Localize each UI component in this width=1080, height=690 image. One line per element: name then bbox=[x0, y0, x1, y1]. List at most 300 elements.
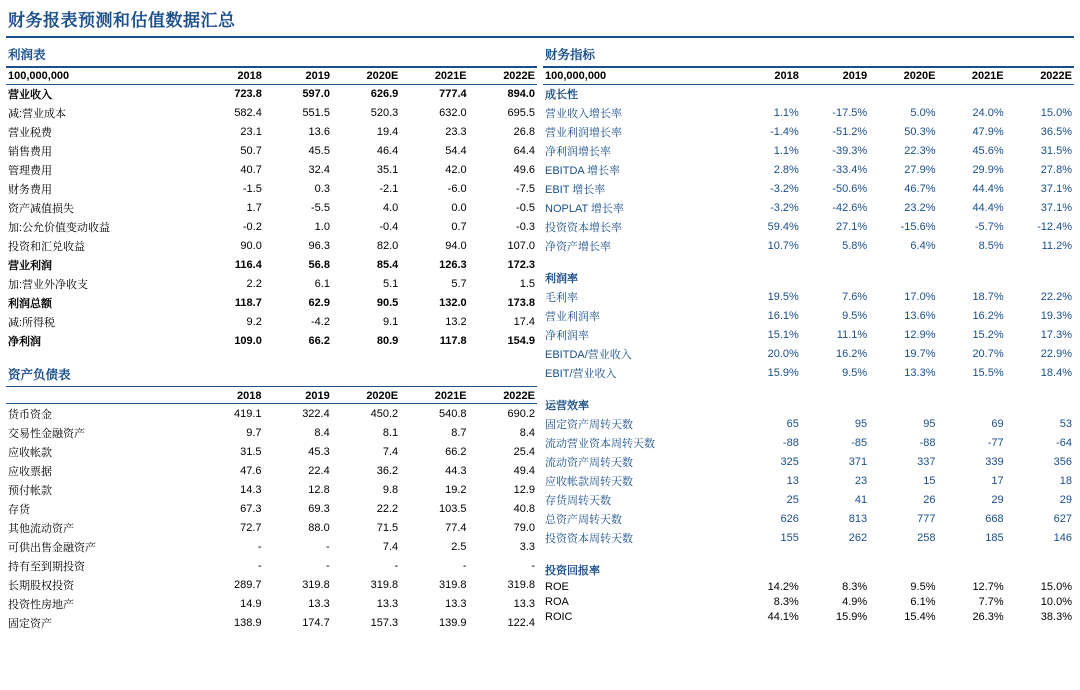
col-year-3: 2021E bbox=[400, 69, 468, 85]
table-row bbox=[6, 556, 537, 575]
row-label: 长期股权投资 bbox=[8, 579, 74, 592]
cell: -88 bbox=[782, 437, 799, 449]
cell: -3.2% bbox=[770, 183, 799, 195]
table-row bbox=[543, 364, 1074, 383]
cell: 4.9% bbox=[842, 596, 868, 608]
cell: -0.5 bbox=[516, 202, 535, 214]
page-title: 财务报表预测和估值数据汇总 bbox=[8, 11, 236, 30]
section-divider-indicators bbox=[543, 66, 1074, 68]
cell: 109.0 bbox=[234, 335, 262, 347]
table-header-row bbox=[6, 69, 537, 85]
group-title: 运营效率 bbox=[545, 400, 589, 412]
group-header-returns bbox=[543, 561, 1074, 580]
cell: 12.7% bbox=[972, 581, 1004, 593]
cell: 17 bbox=[991, 475, 1004, 487]
cell: 0.7 bbox=[451, 221, 467, 233]
table-row bbox=[543, 199, 1074, 218]
cell: 32.4 bbox=[308, 164, 330, 176]
cell: 35.1 bbox=[376, 164, 399, 176]
cell: 16.2% bbox=[835, 348, 868, 360]
table-row bbox=[543, 415, 1074, 434]
cell: 19.3% bbox=[1040, 310, 1072, 322]
table-row bbox=[6, 313, 537, 332]
cell: 7.6% bbox=[842, 291, 868, 303]
cell: 50.7 bbox=[240, 145, 262, 157]
table-row bbox=[543, 510, 1074, 529]
cell: -1.4% bbox=[770, 126, 799, 138]
cell: -51.2% bbox=[832, 126, 868, 138]
table-row bbox=[6, 537, 537, 556]
cell: 94.0 bbox=[445, 240, 467, 252]
cell: 26 bbox=[923, 494, 936, 506]
row-label: ROA bbox=[545, 596, 569, 608]
cell: 50.3% bbox=[904, 126, 936, 138]
cell: 723.8 bbox=[234, 88, 262, 100]
cell: 15.4% bbox=[904, 611, 936, 623]
cell: 85.4 bbox=[376, 259, 399, 271]
row-label: EBITDA 增长率 bbox=[545, 165, 621, 177]
cell: 7.4 bbox=[382, 445, 399, 458]
cell: 813 bbox=[848, 513, 868, 525]
cell: 40.7 bbox=[240, 164, 262, 176]
units-label bbox=[6, 388, 195, 404]
cell: 174.7 bbox=[302, 616, 330, 629]
table-row bbox=[6, 518, 537, 537]
cell: 325 bbox=[780, 456, 799, 468]
row-label: 流动资产周转天数 bbox=[545, 457, 633, 469]
cell: 71.5 bbox=[376, 521, 399, 534]
row-label: EBIT 增长率 bbox=[545, 184, 606, 196]
cell: 80.9 bbox=[376, 335, 399, 347]
row-label: 净资产增长率 bbox=[545, 241, 611, 253]
table-row bbox=[6, 575, 537, 594]
cell: 79.0 bbox=[513, 521, 535, 534]
cell: 777 bbox=[917, 513, 936, 525]
cell: 12.8 bbox=[308, 483, 330, 496]
table-row bbox=[543, 434, 1074, 453]
section-title-financial-indicators: 财务指标 bbox=[545, 48, 596, 62]
table-row bbox=[543, 142, 1074, 161]
cell: 173.8 bbox=[507, 297, 535, 309]
cell: 24.0% bbox=[972, 107, 1004, 119]
cell: 13.6 bbox=[308, 126, 330, 138]
cell: 8.1 bbox=[382, 426, 399, 439]
row-label: EBIT/营业收入 bbox=[545, 368, 617, 380]
table-row bbox=[6, 84, 537, 104]
cell: - bbox=[257, 540, 262, 553]
cell: 597.0 bbox=[302, 88, 330, 100]
cell: -50.6% bbox=[832, 183, 868, 195]
cell: - bbox=[326, 540, 330, 553]
table-row bbox=[6, 123, 537, 142]
cell: 69 bbox=[991, 418, 1004, 430]
cell: 690.2 bbox=[507, 407, 535, 420]
row-label: ROIC bbox=[545, 611, 573, 623]
cell: 356 bbox=[1053, 456, 1072, 468]
cell: -77 bbox=[987, 437, 1004, 449]
cell: -39.3% bbox=[832, 145, 868, 157]
cell: 18.7% bbox=[972, 291, 1004, 303]
cell: 49.4 bbox=[513, 464, 535, 477]
cell: 103.5 bbox=[439, 502, 467, 515]
table-row bbox=[6, 613, 537, 632]
row-label: 货币资金 bbox=[8, 408, 52, 421]
cell: 9.8 bbox=[382, 483, 399, 496]
row-label: 营业利润 bbox=[8, 260, 52, 272]
cell: 15.9% bbox=[767, 367, 799, 379]
cell: 69.3 bbox=[308, 502, 330, 515]
row-label: 应收票据 bbox=[8, 465, 52, 478]
row-label: 净利润增长率 bbox=[545, 146, 611, 158]
cell: 107.0 bbox=[507, 240, 535, 252]
cell: 37.1% bbox=[1040, 202, 1072, 214]
cell: 0.0 bbox=[451, 202, 467, 214]
cell: 7.7% bbox=[978, 596, 1004, 608]
cell: 15.0% bbox=[1040, 581, 1072, 593]
row-label: NOPLAT 增长率 bbox=[545, 203, 625, 215]
cell: - bbox=[326, 559, 330, 572]
group-title: 投资回报率 bbox=[545, 565, 600, 577]
table-row bbox=[543, 218, 1074, 237]
cell: 777.4 bbox=[439, 88, 467, 100]
cell: 371 bbox=[848, 456, 868, 468]
cell: 53 bbox=[1059, 418, 1072, 430]
cell: 59.4% bbox=[767, 221, 799, 233]
cell: -7.5 bbox=[516, 183, 535, 195]
row-label: 存货周转天数 bbox=[545, 495, 611, 507]
cell: 37.1% bbox=[1040, 183, 1072, 195]
row-label: 加:公允价值变动收益 bbox=[8, 222, 111, 234]
cell: 126.3 bbox=[439, 259, 467, 271]
cell: 95 bbox=[923, 418, 936, 430]
row-label: 资产减值损失 bbox=[8, 203, 74, 215]
cell: -1.5 bbox=[242, 183, 262, 195]
units-label: 100,000,000 bbox=[6, 69, 196, 85]
cell: 44.3 bbox=[445, 464, 467, 477]
col-year-0: 2018 bbox=[196, 69, 264, 85]
group-header-growth bbox=[543, 84, 1074, 104]
cell: 6.1% bbox=[910, 596, 936, 608]
cell: 13.3 bbox=[376, 597, 399, 610]
cell: 139.9 bbox=[439, 616, 467, 629]
cell: - bbox=[462, 559, 467, 572]
cell: 5.7 bbox=[451, 278, 467, 290]
row-label: 销售费用 bbox=[8, 146, 52, 158]
cell: 17.3% bbox=[1040, 329, 1072, 341]
row-label: 其他流动资产 bbox=[8, 522, 74, 535]
table-row bbox=[543, 180, 1074, 199]
cell: 26.3% bbox=[972, 611, 1004, 623]
cell: 626.9 bbox=[370, 88, 399, 100]
cell: 13.3% bbox=[904, 367, 936, 379]
cell: 894.0 bbox=[507, 88, 535, 100]
cell: 64.4 bbox=[513, 145, 535, 157]
cell: 47.6 bbox=[240, 464, 262, 477]
cell: -42.6% bbox=[832, 202, 868, 214]
cell: 14.3 bbox=[240, 483, 262, 496]
cell: 29 bbox=[991, 494, 1004, 506]
cell: - bbox=[394, 559, 399, 572]
table-row bbox=[6, 104, 537, 123]
cell: 8.4 bbox=[519, 426, 535, 439]
cell: 44.1% bbox=[767, 611, 799, 623]
cell: 44.4% bbox=[972, 183, 1004, 195]
right-column bbox=[543, 38, 1074, 632]
row-label: 营业利润增长率 bbox=[545, 127, 622, 139]
col-year-2: 2020E bbox=[332, 388, 400, 404]
section-divider-income bbox=[6, 66, 537, 68]
cell: 132.0 bbox=[439, 297, 467, 309]
spacer-row bbox=[543, 256, 1074, 269]
cell: 27.1% bbox=[835, 221, 868, 233]
table-row bbox=[543, 307, 1074, 326]
row-label: 净利润率 bbox=[545, 330, 589, 342]
cell: 185 bbox=[985, 532, 1004, 544]
group-header-efficiency bbox=[543, 396, 1074, 415]
cell: 8.4 bbox=[314, 426, 330, 439]
group-header-margins bbox=[543, 269, 1074, 288]
cell: 26.8 bbox=[513, 126, 535, 138]
cell: 54.4 bbox=[445, 145, 467, 157]
cell: 6.1 bbox=[314, 278, 330, 290]
col-year-1: 2019 bbox=[801, 69, 869, 85]
cell: 62.9 bbox=[308, 297, 330, 309]
table-row bbox=[543, 595, 1074, 610]
cell: 258 bbox=[917, 532, 936, 544]
group-title: 成长性 bbox=[545, 89, 578, 101]
table-row bbox=[6, 404, 537, 424]
cell: 20.0% bbox=[767, 348, 799, 360]
cell: 172.3 bbox=[507, 259, 535, 271]
cell: 155 bbox=[780, 532, 799, 544]
table-row bbox=[543, 104, 1074, 123]
row-label: 应收帐款周转天数 bbox=[545, 476, 633, 488]
cell: - bbox=[257, 559, 262, 572]
cell: 15.2% bbox=[972, 329, 1004, 341]
spacer-row bbox=[543, 548, 1074, 561]
row-label: 可供出售金融资产 bbox=[8, 541, 96, 554]
row-label: 投资资本周转天数 bbox=[545, 533, 633, 545]
table-row bbox=[543, 610, 1074, 625]
cell: 66.2 bbox=[308, 335, 330, 347]
left-column bbox=[6, 38, 537, 632]
row-label: 流动营业资本周转天数 bbox=[545, 438, 655, 450]
cell: 154.9 bbox=[507, 335, 535, 347]
columns-container bbox=[0, 38, 1080, 632]
cell: 138.9 bbox=[233, 616, 262, 629]
cell: 6.4% bbox=[910, 240, 936, 252]
cell: 9.2 bbox=[246, 316, 262, 328]
cell: 41 bbox=[854, 494, 868, 506]
cell: 10.7% bbox=[767, 240, 799, 252]
cell: 11.1% bbox=[836, 329, 868, 341]
cell: 627 bbox=[1053, 513, 1072, 525]
cell: -0.4 bbox=[379, 221, 399, 233]
cell: 9.5% bbox=[842, 367, 868, 379]
row-label: 减:所得税 bbox=[8, 317, 56, 329]
cell: 16.1% bbox=[767, 310, 799, 322]
cell: 1.5 bbox=[519, 278, 535, 290]
cell: 22.4 bbox=[308, 464, 330, 477]
cell: 25.4 bbox=[513, 445, 535, 458]
table-row bbox=[543, 237, 1074, 256]
row-label: 投资资本增长率 bbox=[545, 222, 622, 234]
cell: 23.1 bbox=[240, 126, 262, 138]
cell: 22.2% bbox=[1040, 291, 1072, 303]
row-label: 营业收入增长率 bbox=[545, 108, 622, 120]
cell: -4.2 bbox=[311, 316, 330, 328]
cell: 520.3 bbox=[370, 107, 399, 119]
cell: 40.8 bbox=[513, 502, 535, 515]
table-header-row bbox=[6, 388, 537, 404]
cell: 5.8% bbox=[842, 240, 868, 252]
table-row bbox=[6, 237, 537, 256]
col-year-1: 2019 bbox=[264, 388, 332, 404]
cell: -5.7% bbox=[974, 221, 1004, 233]
cell: 668 bbox=[985, 513, 1004, 525]
row-label: 投资性房地产 bbox=[8, 598, 74, 611]
table-row bbox=[543, 161, 1074, 180]
row-label: 财务费用 bbox=[8, 184, 52, 196]
row-label: 营业税费 bbox=[8, 127, 52, 139]
cell: 14.9 bbox=[240, 597, 262, 610]
row-label: ROE bbox=[545, 581, 569, 593]
cell: 450.2 bbox=[370, 407, 399, 420]
cell: 95 bbox=[854, 418, 868, 430]
cell: 47.9% bbox=[972, 126, 1004, 138]
cell: 262 bbox=[848, 532, 868, 544]
cell: 8.7 bbox=[451, 426, 467, 439]
col-year-0: 2018 bbox=[195, 388, 263, 404]
cell: 82.0 bbox=[376, 240, 399, 252]
cell: 29 bbox=[1059, 494, 1072, 506]
cell: -15.6% bbox=[900, 221, 936, 233]
cell: 90.5 bbox=[376, 297, 399, 309]
row-label: 毛利率 bbox=[545, 292, 578, 304]
cell: -5.5 bbox=[311, 202, 330, 214]
cell: 56.8 bbox=[308, 259, 330, 271]
cell: 19.5% bbox=[767, 291, 799, 303]
table-row bbox=[543, 288, 1074, 307]
financial-indicators-table bbox=[543, 69, 1074, 625]
row-label: 营业利润率 bbox=[545, 311, 600, 323]
table-row bbox=[6, 180, 537, 199]
row-label: EBITDA/营业收入 bbox=[545, 349, 632, 361]
cell: 45.6% bbox=[972, 145, 1004, 157]
income-statement-table bbox=[6, 69, 537, 351]
row-label: 管理费用 bbox=[8, 165, 52, 177]
cell: 45.3 bbox=[308, 445, 330, 458]
cell: 38.3% bbox=[1040, 611, 1072, 623]
row-label: 减:营业成本 bbox=[8, 108, 67, 120]
cell: 9.1 bbox=[383, 316, 399, 328]
cell: -88 bbox=[919, 437, 936, 449]
col-year-1: 2019 bbox=[264, 69, 332, 85]
cell: 14.2% bbox=[767, 581, 799, 593]
col-year-2: 2020E bbox=[869, 69, 937, 85]
cell: 31.5 bbox=[240, 445, 262, 458]
row-label: 固定资产 bbox=[8, 617, 52, 630]
col-year-3: 2021E bbox=[400, 388, 468, 404]
cell: 42.0 bbox=[445, 164, 467, 176]
section-title-balance-sheet: 资产负债表 bbox=[8, 367, 71, 382]
cell: 8.3% bbox=[842, 581, 868, 593]
cell: 46.7% bbox=[904, 183, 936, 195]
cell: 339 bbox=[985, 456, 1004, 468]
cell: 157.3 bbox=[370, 616, 399, 629]
table-header-row bbox=[543, 69, 1074, 85]
cell: 45.5 bbox=[308, 145, 330, 157]
cell: 49.6 bbox=[513, 164, 535, 176]
table-row bbox=[6, 499, 537, 518]
cell: 15.1% bbox=[767, 329, 799, 341]
cell: 29.9% bbox=[972, 164, 1004, 176]
cell: 1.1% bbox=[773, 107, 799, 119]
cell: 289.7 bbox=[233, 578, 262, 591]
col-year-2: 2020E bbox=[332, 69, 400, 85]
cell: 5.0% bbox=[910, 107, 936, 119]
cell: 22.3% bbox=[904, 145, 936, 157]
section-title-income-statement: 利润表 bbox=[8, 48, 46, 62]
cell: 551.5 bbox=[302, 107, 330, 119]
cell: 31.5% bbox=[1040, 145, 1072, 157]
cell: 15 bbox=[923, 475, 936, 487]
table-row bbox=[6, 199, 537, 218]
cell: 117.8 bbox=[439, 335, 467, 347]
cell: 2.2 bbox=[246, 278, 262, 290]
cell: 67.3 bbox=[240, 502, 262, 515]
cell: 322.4 bbox=[302, 407, 330, 420]
cell: 17.4 bbox=[513, 316, 535, 328]
table-row bbox=[6, 480, 537, 499]
section-divider-balance bbox=[6, 386, 537, 388]
table-row bbox=[6, 218, 537, 237]
col-year-4: 2022E bbox=[1006, 69, 1074, 85]
cell: 419.1 bbox=[233, 407, 262, 420]
cell: 19.4 bbox=[376, 126, 399, 138]
table-row bbox=[543, 580, 1074, 595]
cell: 4.0 bbox=[383, 202, 399, 214]
cell: 23.2% bbox=[904, 202, 936, 214]
row-label: 交易性金融资产 bbox=[8, 427, 85, 440]
table-row bbox=[6, 594, 537, 613]
cell: 5.1 bbox=[383, 278, 399, 290]
cell: 15.9% bbox=[835, 611, 868, 623]
cell: 22.2 bbox=[376, 502, 399, 515]
cell: 88.0 bbox=[308, 521, 330, 534]
cell: 116.4 bbox=[234, 259, 262, 271]
cell: 13.2 bbox=[445, 316, 467, 328]
units-label: 100,000,000 bbox=[543, 69, 733, 85]
col-year-0: 2018 bbox=[733, 69, 801, 85]
cell: 626 bbox=[780, 513, 799, 525]
cell: 27.9% bbox=[904, 164, 936, 176]
balance-sheet-table bbox=[6, 388, 537, 632]
table-row bbox=[543, 123, 1074, 142]
cell: 66.2 bbox=[445, 445, 467, 458]
cell: 13.3 bbox=[308, 597, 330, 610]
col-year-4: 2022E bbox=[469, 69, 537, 85]
cell: 11.2% bbox=[1041, 240, 1072, 252]
cell: 0.3 bbox=[314, 183, 330, 195]
cell: 122.4 bbox=[507, 616, 535, 629]
cell: 36.5% bbox=[1040, 126, 1072, 138]
cell: -6.0 bbox=[447, 183, 467, 195]
cell: 118.7 bbox=[234, 297, 262, 309]
cell: 25 bbox=[786, 494, 799, 506]
cell: 8.5% bbox=[978, 240, 1004, 252]
cell: 19.2 bbox=[445, 483, 467, 496]
